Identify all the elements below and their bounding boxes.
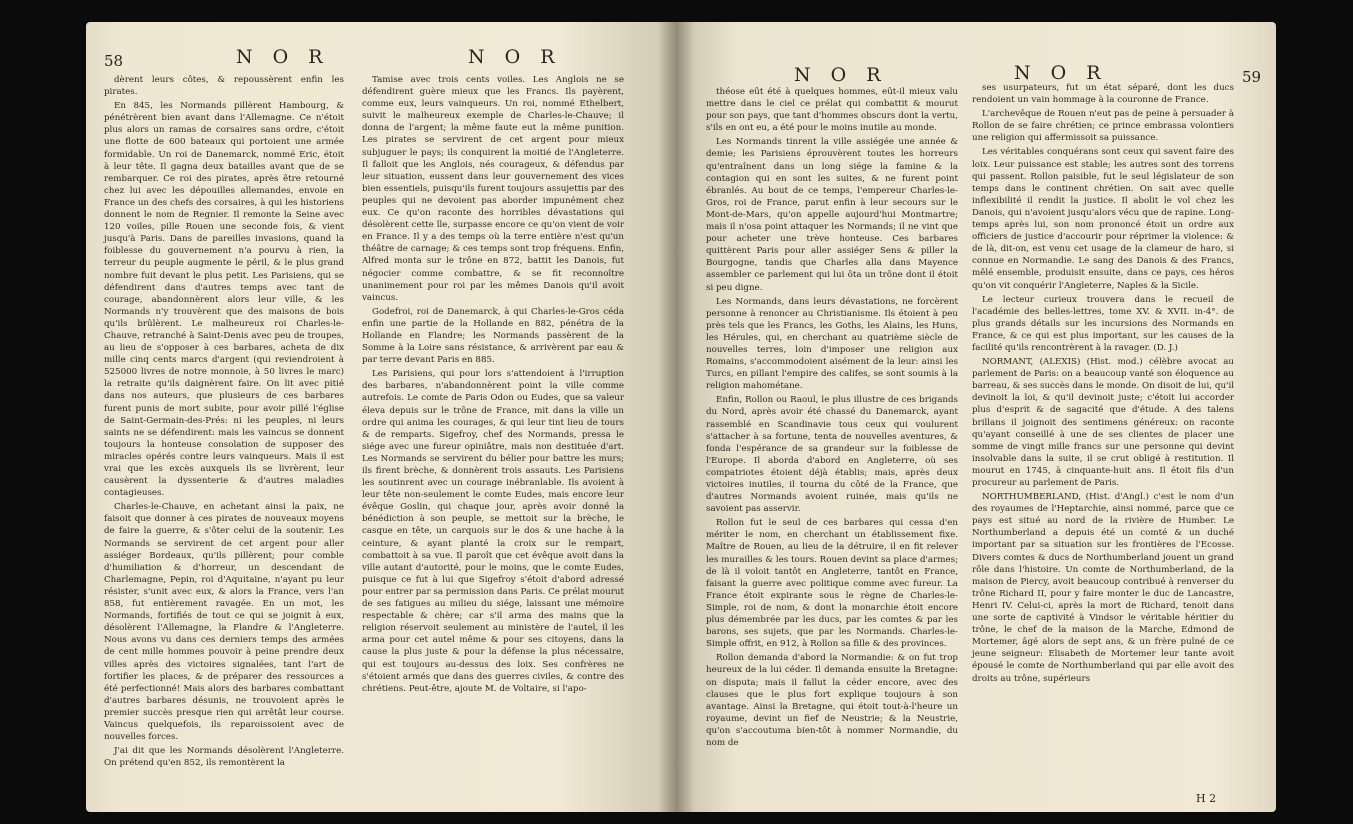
paragraph: Les Normands, dans leurs dévastations, ne forcèrent personne à renoncer au Christianisme. Ils étoient à peu près tels que les Francs, les Goths, les Alains, les Huns, les Hérules, qui, en cherchant au quatrième siècle de nouvelles terres, loin d'imposer une religion aux Romains, s'accommodoient aisément de la leur: ainsi les Turcs, en pillant l'empire des califes, se sont soumis à la religion mahométane. (706, 296, 958, 392)
right-page (676, 22, 1276, 812)
paragraph: Le lecteur curieux trouvera dans le recueil de l'académie des belles-lettres, tome XV. & XVII. in-4°. de plus grands détails sur les incursions des Normands en France, & ce qui est plus important, sur les causes de la facilité qu'ils rencontrèrent à la ravager. (D. J.) (972, 294, 1234, 353)
text-column-1 (706, 86, 958, 751)
paragraph: NORMANT, (ALEXIS) (Hist. mod.) célèbre avocat au parlement de Paris: on a beaucoup vanté son éloquence au barreau, & ses succès dans le monde. On disoit de lui, qu'il devinoit la loi, & qu'il devinoit juste; c'étoit lui accorder plus d'esprit & de sagacité que d'étude. A des talens brillans il joignoit des sentimens généreux: on raconte qu'ayant conseillé à une de ses clientes de placer une somme de vingt mille francs sur une personne qui devint insolvable dans la suite, il se crut obligé à restitution. Il mourut en 1745, à cinquante-huit ans. Il étoit fils d'un procureur au parlement de Paris. (972, 357, 1234, 488)
paragraph: Rollon demanda d'abord la Normandie: & on fut trop heureux de la lui céder. Il demanda ensuite la Bretagne: on disputa; mais il fallut la céder encore, avec des clauses que le plus fort explique toujours à son avantage. Ainsi la Bretagne, qui étoit tout-à-l'heure un royaume, devint un fief de Neustrie; & la Neustrie, qu'on s'accoutuma bien-tôt à nommer Normandie, du nom de (706, 653, 958, 748)
running-head: N O R (794, 64, 888, 86)
paragraph: NORTHUMBERLAND, (Hist. d'Angl.) c'est le nom d'un des royaumes de l'Heptarchie, ainsi nommé, parce que ce pays est situé au nord de la rivière de Humber. Le Northumberland a depuis été un comté & un duché important par sa situation sur les frontières de l'Ecosse. Divers comtes & ducs de Northumberland jouent un grand rôle dans l'histoire. Un comte de Northumberland, de la maison de Piercy, avoit beaucoup contribué à renverser du trône Richard II, pour y faire monter le duc de Lancastre, Henri IV. Celui-ci, après la mort de Richard, tenoit dans une sorte de captivité à Vindsor le véritable héritier du trône, le chef de la maison de la Marche, Edmond de Mortemer, âgé alors de sept ans, & un frère puîné de ce jeune seigneur: Elisabeth de Mortemer leur tante avoit épousé le comte de Northumberland qui par elle avoit des droits au trône, supérieurs (972, 492, 1234, 684)
book-gutter (658, 22, 694, 812)
paragraph: J'ai dit que les Normands désolèrent l'Angleterre. On prétend qu'en 852, ils remontèrent la (104, 746, 344, 769)
page-number: 58 (104, 52, 124, 70)
paragraph: Charles-le-Chauve, en achetant ainsi la paix, ne faisoit que donner à ces pirates de nouveaux moyens de faire la guerre, & s'ôter celui de la soutenir. Les Normands se servirent de cet argent pour aller assiéger Bordeaux, qu'ils pillèrent; pour comble d'humiliation & d'horreur, un descendant de Charlemagne, Pepin, roi d'Aquitaine, n'ayant pu leur résister, s'unit avec eux, & alors la France, vers l'an 858, fut entièrement ravagée. En un mot, les Normands, fortifiés de tout ce qui se joignit à eux, désolèrent l'Allemagne, la Flandre & l'Angleterre. Nous avons vu dans ces derniers temps des armées de cent mille hommes pouvoir à peine prendre deux villes après des victoires signalées, tant l'art de fortifier les places, & de préparer des ressources a été perfectionné! Mais alors des barbares combattant d'autres barbares désunis, ne trouvoient après le premier succès presque rien qui arrêtât leur course. Vaincus quelquefois, ils reparoissoient avec de nouvelles forces. (104, 502, 344, 743)
paragraph: L'archevêque de Rouen n'eut pas de peine à persuader à Rollon de se faire chrétien; ce prince embrassa volontiers une religion qui affermissoit sa puissance. (972, 109, 1234, 144)
text-column-1 (104, 74, 344, 771)
running-head: N O R (468, 46, 562, 68)
left-page (86, 22, 676, 812)
paragraph: Tamise avec trois cents voiles. Les Anglois ne se défendirent guère mieux que les Francs. Ils payèrent, comme eux, leurs vainqueurs. Un roi, nommé Ethelbert, suivit le malheureux exemple de Charles-le-Chauve; il donna de l'argent; la même faute eut la même punition. Les pirates se servirent de cet argent pour mieux subjuguer le pays; ils conquirent la moitié de l'Angleterre. Il falloit que les Anglois, nés courageux, & défendus par leur situation, eussent dans leur gouvernement des vices bien essentiels, puisqu'ils furent toujours assujettis par des peuples qui ne devoient pas aborder impunément chez eux. Ce qu'on raconte des horribles dévastations qui désolèrent cette île, surpasse encore ce qu'on vient de voir en France. Il y a des temps où la terre entière n'est qu'un théâtre de carnage; & ces temps sont trop fréquens. Enfin, Alfred monta sur le trône en 872, battit les Danois, fut négocier comme combattre, & se fit reconnoître unanimement pour roi par les mêmes Danois qu'il avoit vaincus. (362, 75, 624, 303)
open-book (86, 22, 1276, 812)
catchword: H 2 (1196, 792, 1217, 805)
paragraph: Les Parisiens, qui pour lors s'attendoient à l'irruption des barbares, n'abandonnèrent point la ville comme autrefois. Le comte de Paris Odon ou Eudes, que sa valeur éleva depuis sur le trône de France, mit dans la ville un ordre qui anima les courages, & qui leur tint lieu de tours & de remparts. Sigefroy, chef des Normands, pressa le siége avec une fureur opiniâtre, mais non destituée d'art. Les Normands se servirent du bélier pour battre les murs; ils firent brèche, & donnèrent trois assauts. Les Parisiens les soutinrent avec un courage inébranlable. Ils avoient à leur tête non-seulement le comte Eudes, mais encore leur évêque Goslin, qui chaque jour, après avoir donné la bénédiction à son peuple, se mettoit sur la brèche, le casque en tête, un carquois sur le dos & une hache à la ceinture, & ayant planté la croix sur le rempart, combattoit à sa vue. Il paroît que cet évêque avoit dans la ville autant d'autorité, pour le moins, que le comte Eudes, puisque ce fut à lui que Sigefroy s'étoit d'abord adressé pour entrer par sa permission dans Paris. Ce prélat mourut de ses fatigues au milieu du siége, laissant une mémoire respectable & chère; car s'il arma des mains que la religion réservoit seulement au ministère de l'autel, il les arma pour cet autel même & pour ses citoyens, dans la cause la plus juste & pour la défense la plus nécessaire, qui est toujours au-dessus des loix. Ses confrères ne s'étoient armés que dans des guerres civiles, & contre des chrétiens. Peut-être, ajoute M. de Voltaire, si l'apo- (362, 369, 624, 694)
text-column-2 (362, 74, 624, 697)
paragraph: Rollon fut le seul de ces barbares qui cessa d'en mériter le nom, en cherchant un établissement fixe. Maître de Rouen, au lieu de la détruire, il en fit relever les murailles & les tours. Rouen devint sa place d'armes; de là il voloit tantôt en Angleterre, tantôt en France, faisant la guerre avec politique comme avec fureur. La France étoit expirante sous le règne de Charles-le-Simple, roi de nom, & dont la monarchie étoit encore plus démembrée par les ducs, par les comtes & par les barons, ses sujets, que par les Normands. Charles-le-Simple offrit, en 912, à Rollon sa fille & des provinces. (706, 518, 958, 650)
text-column-2 (972, 82, 1234, 687)
paragraph: Les véritables conquérans sont ceux qui savent faire des loix. Leur puissance est stable; les autres sont des torrens qui passent. Rollon paisible, fut le seul législateur de son temps dans le continent chrétien. On sait avec quelle inflexibilité il rendit la justice. Il abolit le vol chez les Danois, qui n'avoient jusqu'alors vécu que de rapine. Long-temps après lui, son nom prononcé étoit un ordre aux officiers de justice d'accourir pour réprimer la violence: & de là, dit-on, est venu cet usage de la clameur de haro, si connue en Normandie. Le sang des Danois & des Francs, mêlé ensemble, produisit ensuite, dans ce pays, ces héros qu'on vit conquérir l'Angleterre, Naples & la Sicile. (972, 147, 1234, 291)
paragraph: Godefroi, roi de Danemarck, à qui Charles-le-Gros céda enfin une partie de la Hollande en 882, pénétra de la Hollande en Flandre; les Normands passèrent de la Somme à la Loire sans résistance, & arrivèrent par eau & par terre devant Paris en 885. (362, 306, 624, 366)
paragraph: Les Normands tinrent la ville assiégée une année & demie; les Parisiens éprouvèrent toutes les horreurs qu'entraînent dans un long siége la famine & la contagion qui en sont les suites, & ne furent point ébranlés. Au bout de ce temps, l'empereur Charles-le-Gros, roi de France, parut enfin à leur secours sur le Mont-de-Mars, qu'on appelle aujourd'hui Montmartre; mais il n'osa point attaquer les Normands; il ne vint que pour acheter une trève honteuse. Ces barbares quittèrent Paris pour aller assiéger Sens & piller la Bourgogne, tandis que Charles alla dans Mayence assembler ce parlement qui lui ôta un trône dont il étoit si peu digne. (706, 137, 958, 293)
running-head: N O R (236, 46, 330, 68)
paragraph: ses usurpateurs, fut un état séparé, dont les ducs rendoient un vain hommage à la couronne de France. (972, 83, 1234, 106)
paragraph: théose eût été à quelques hommes, eût-il mieux valu mettre dans le ciel ce prélat qui combattit & mourut pour son pays, que tant d'hommes obscurs dont la vertu, s'ils en ont eu, a été pour le moins inutile au monde. (706, 87, 958, 134)
running-head: N O R (1014, 62, 1108, 84)
paragraph: En 845, les Normands pillèrent Hambourg, & pénétrèrent bien avant dans l'Allemagne. Ce n'étoit plus alors un ramas de corsaires sans ordre, c'étoit une flotte de 600 bateaux qui portoient une armée formidable. Un roi de Danemarck, nommé Eric, étoit à leur tête. Il gagna deux batailles avant que de se rembarquer. Ce roi des pirates, après être retourné chez lui avec les dépouilles allemandes, envoie en France un des chefs des corsaires, à qui les historiens donnent le nom de Regnier. Il remonte la Seine avec 120 voiles, pille Rouen une seconde fois, & vient jusqu'à Paris. Dans de pareilles invasions, quand la foiblesse du gouvernement n'a pourvu à rien, la terreur du peuple augmente le péril, & le plus grand nombre fuit devant le plus petit. Les Parisiens, qui se défendirent dans d'autres temps avec tant de courage, abandonnèrent alors leur ville, & les Normands n'y trouvèrent que des maisons de bois qu'ils brûlèrent. Le malheureux roi Charles-le-Chauve, retranché à Saint-Denis avec peu de troupes, au lieu de s'opposer à ces barbares, acheta de dix mille cinq cents marcs d'argent (qui reviendroient à 525000 livres de notre monnoie, à 50 livres le marc) la retraite qu'ils daignèrent faire. On lit avec pitié dans nos auteurs, que plusieurs de ces barbares furent punis de mort subite, pour avoir pillé l'église de Saint-Germain-des-Prés: ni les peuples, ni leurs saints ne se défendirent: mais les vaincus se donnent toujours la honteuse consolation de supposer des miracles opérés contre leurs vainqueurs. Mais il est vrai que les excès auxquels ils se livrèrent, leur causèrent la dyssenterie & d'autres maladies contagieuses. (104, 101, 344, 499)
paragraph: dèrent leurs côtes, & repoussèrent enfin les pirates. (104, 75, 344, 98)
paragraph: Enfin, Rollon ou Raoul, le plus illustre de ces brigands du Nord, après avoir été chassé du Danemarck, ayant rassemblé en Scandinavie tous ceux qui voulurent s'attacher à sa fortune, tenta de nouvelles aventures, & fonda l'espérance de sa grandeur sur la foiblesse de l'Europe. Il aborda d'abord en Angleterre, où ses compatriotes étoient déjà établis; mais, après deux victoires inutiles, il tourna du côté de la France, que d'autres Normands avoient ruinée, mais qu'ils ne savoient pas asservir. (706, 395, 958, 515)
page-number: 59 (1242, 68, 1262, 86)
